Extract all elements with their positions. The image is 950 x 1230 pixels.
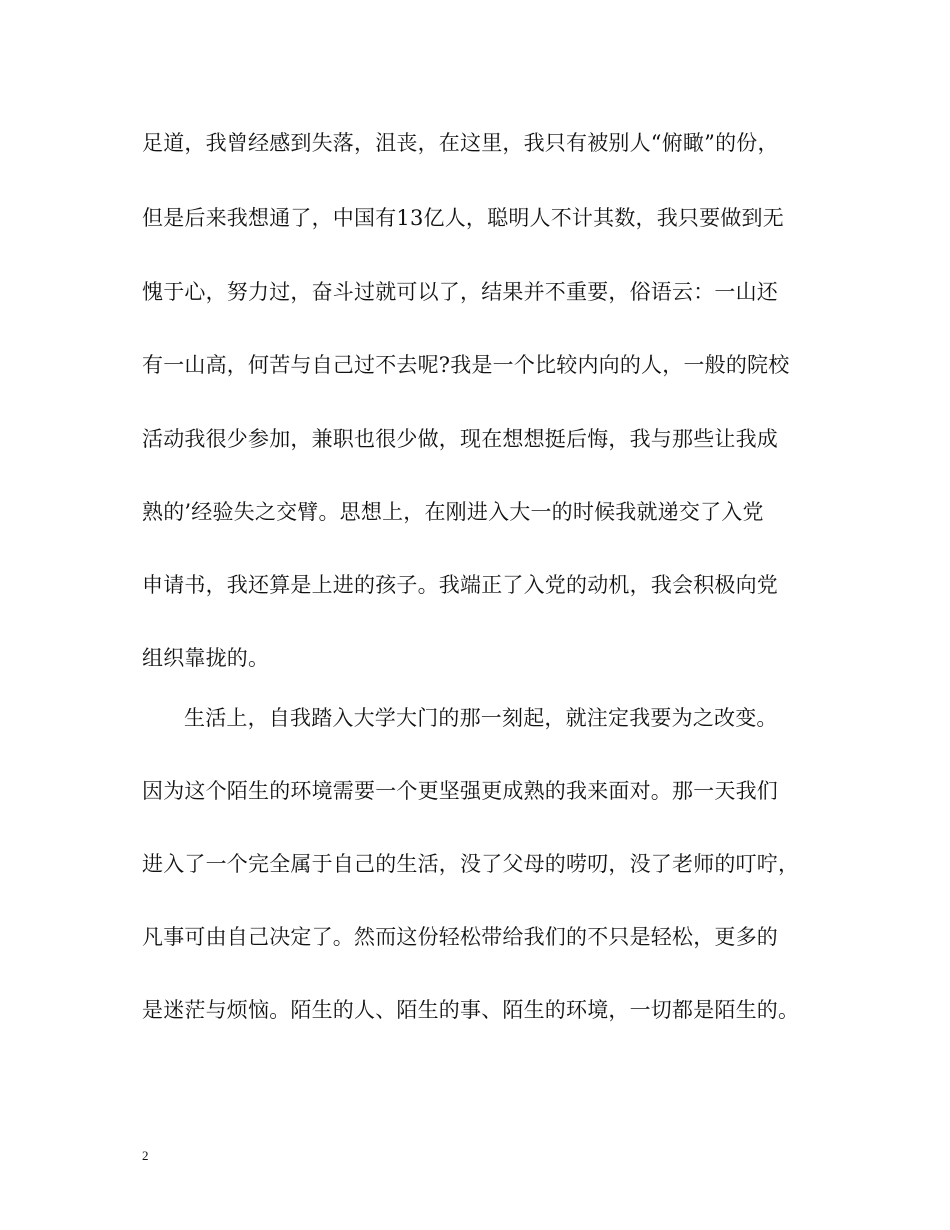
page-number: 2 [142,1148,149,1163]
text-line: 凡事可由自己决定了。然而这份轻松带给我们的不只是轻松，更多的 [142,925,778,949]
text-line: 足道，我曾经感到失落，沮丧，在这里，我只有被别人“俯瞰”的份， [142,131,779,155]
text-line: 熟的’经验失之交臂。思想上，在刚进入大一的时候我就递交了入党 [142,500,764,524]
paragraph-start-line: 生活上，自我踏入大学大门的那一刻起，就注定我要为之改变。 [184,706,778,730]
text-line: 组织靠拢的。 [142,646,270,670]
text-line: 愧于心，努力过，奋斗过就可以了，结果并不重要，俗语云：一山还 [142,280,778,304]
text-line: 进入了一个完全属于自己的生活，没了父母的唠叨，没了老师的叮咛， [142,852,800,876]
text-line: 但是后来我想通了，中国有13亿人，聪明人不计其数，我只要做到无 [142,206,784,230]
text-line: 申请书，我还算是上进的孩子。我端正了入党的动机，我会积极向党 [142,573,778,597]
text-line: 是迷茫与烦恼。陌生的人、陌生的事、陌生的环境，一切都是陌生的。 [142,998,800,1022]
text-line: 活动我很少参加，兼职也很少做，现在想想挺后悔，我与那些让我成 [142,427,778,451]
text-line: 因为这个陌生的环境需要一个更坚强更成熟的我来面对。那一天我们 [142,779,778,803]
text-line: 有一山高，何苦与自己过不去呢?我是一个比较内向的人，一般的院校 [142,353,790,377]
